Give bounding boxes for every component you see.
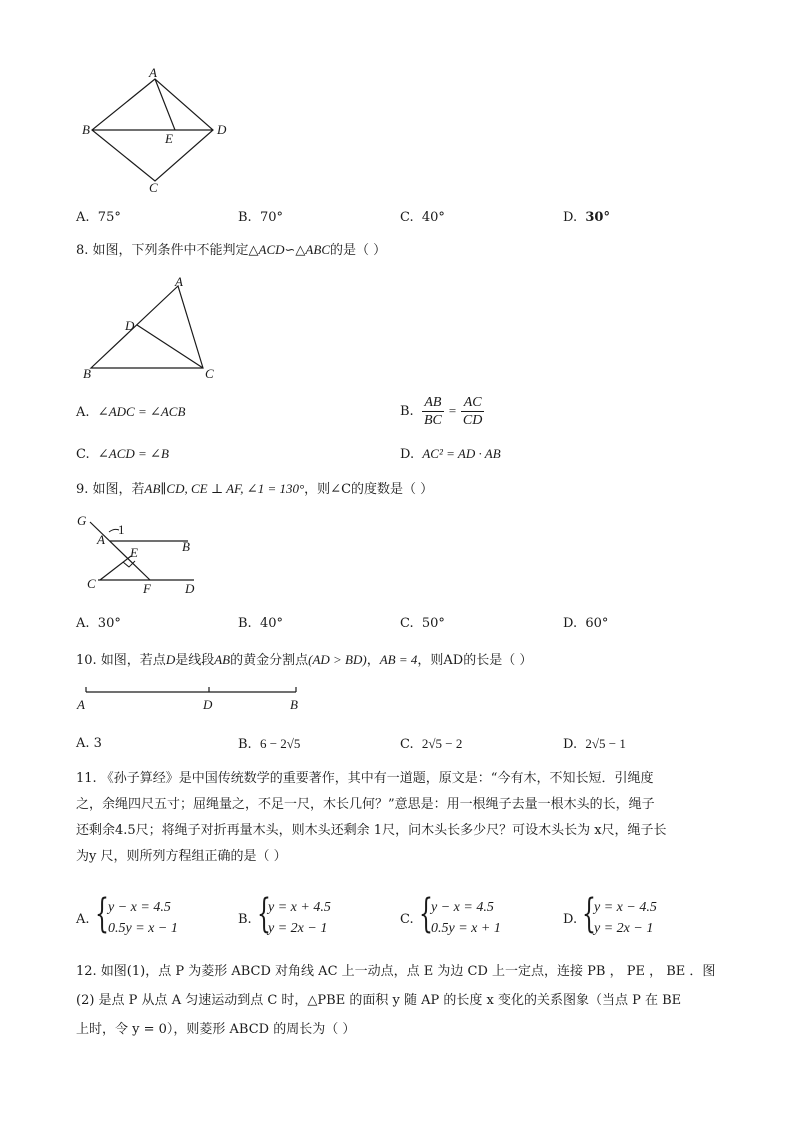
left-brace-icon: { (257, 891, 271, 937)
q10-label-a: A (77, 697, 85, 712)
q8-stem: 8. 如图，下列条件中不能判定△ACD∽△ABC的是（ ） (76, 242, 387, 258)
q7-option-a[interactable]: A. 75° (76, 210, 121, 225)
q9-option-b[interactable]: B. 40° (238, 616, 283, 631)
q8-triangle-figure (82, 272, 222, 382)
q7-option-d[interactable]: D. 30° (563, 210, 610, 225)
q9-label-e: E (130, 545, 138, 560)
left-brace-icon: { (95, 891, 109, 937)
q9-option-c[interactable]: C. 50° (400, 616, 445, 631)
q9-stem: 9. 如图，若AB∥CD, CE ⊥ AF, ∠1 = 130°，则∠C的度数是（ ） (76, 481, 434, 497)
q8-label-d: D (125, 318, 135, 333)
left-brace-icon: { (419, 891, 433, 937)
q7-rhombus-figure (80, 64, 230, 194)
q9-label-1: 1 (118, 522, 125, 537)
q9-label-b: B (182, 539, 190, 554)
q11-stem: 11. 《孙子算经》是中国传统数学的重要著作，其中有一道题，原文是：“今有木，不知长短．引绳度 之，余绳四尺五寸；屈绳量之，不足一尺，木长几何？”意思是：用一根绳子去量一根木头的长，绳子 还剩余4.5尺；将绳子对折再量木头，则木头还剩余 1尺，问木头长多少尺？可设木头长为 x尺，绳子长 为y 尺，则所列方程组正确的是（ ） (76, 771, 667, 864)
q12-stem: 12. 如图(1)，点 P 为菱形 ABCD 对角线 AC 上一动点，点 E 为边 CD 上一定点，连接 PB ， PE ， BE ．图 (2) 是点 P 从点 A 匀速运动到点 C 时，△PBE 的面积 y 随 AP 的长度 x 变化的关系图象（当点 P 在 BE 上时，令 y = 0），则菱形 ABCD 的周长为（ ） (76, 964, 716, 1037)
q7-label-b: B (82, 122, 90, 137)
q7-option-c[interactable]: C. 40° (400, 210, 445, 225)
q9-label-g: G (77, 513, 87, 528)
q9-label-c: C (87, 576, 96, 591)
q10-option-d[interactable]: D. 2√5 − 1 (563, 736, 626, 752)
q9-label-d: D (185, 581, 195, 596)
q7-label-e: E (165, 131, 173, 146)
q9-label-f: F (143, 581, 151, 596)
q8-option-d[interactable]: D. AC² = AD · AB (400, 446, 501, 462)
q8-label-a: A (175, 274, 183, 289)
q8-label-b: B (83, 366, 91, 381)
q10-stem: 10. 如图，若点D是线段AB的黄金分割点(AD > BD)，AB = 4，则AD的长是（ ） (76, 652, 533, 668)
q9-option-d[interactable]: D. 60° (563, 616, 609, 631)
left-brace-icon: { (582, 891, 596, 937)
q8-option-a[interactable]: A. ∠ADC = ∠ACB (76, 404, 186, 420)
q10-option-b[interactable]: B. 6 − 2√5 (238, 736, 301, 752)
q10-label-b: B (290, 697, 298, 712)
q10-segment-figure (80, 684, 310, 700)
q7-label-d: D (217, 122, 227, 137)
q7-option-b[interactable]: B. 70° (238, 210, 283, 225)
q9-label-a: A (97, 532, 105, 547)
q10-label-d: D (203, 697, 213, 712)
q7-label-a: A (149, 65, 157, 80)
q10-option-a[interactable]: A. 3 (76, 736, 102, 751)
q8-option-c[interactable]: C. ∠ACD = ∠B (76, 446, 169, 462)
q8-label-c: C (205, 366, 214, 381)
q8-option-b[interactable]: B. $\frac{AB}{BC}$ = $\frac{AC}{CD}$ (400, 395, 483, 428)
q10-option-c[interactable]: C. 2√5 − 2 (400, 736, 463, 752)
q9-option-a[interactable]: A. 30° (76, 616, 121, 631)
q7-label-c: C (149, 180, 158, 195)
